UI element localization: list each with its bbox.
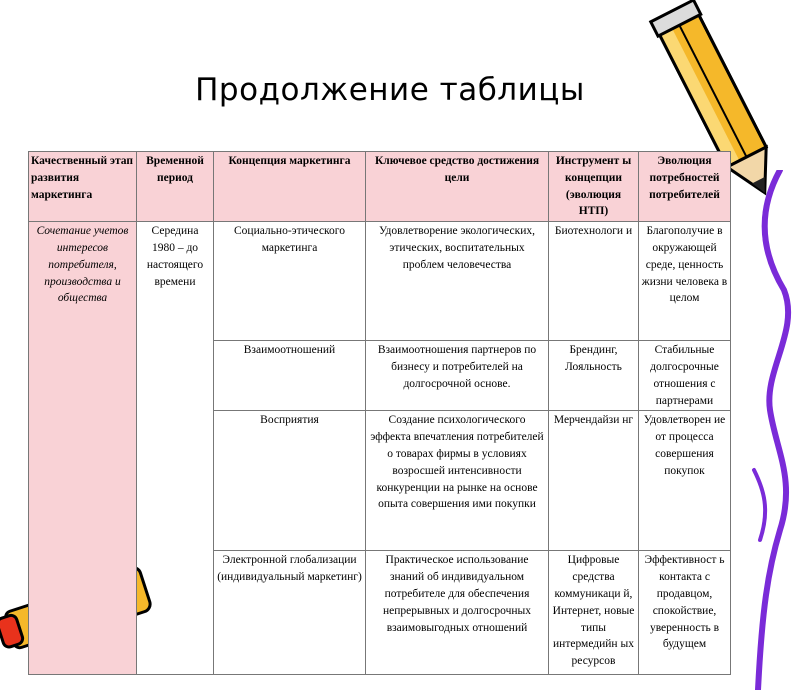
ribbon-icon bbox=[740, 170, 804, 690]
key-means-cell: Создание психологического эффекта впечатления потребителей о товарах фирмы в условиях возросшей интенсивности конкуренции на рынке на основе опыта совершения ими покупки bbox=[366, 411, 549, 551]
key-means-cell: Практическое использование знаний об индивидуальном потребителе для обеспечения непрерывных и долгосрочных взаимовыгодных отношений bbox=[366, 551, 549, 675]
tool-cell: Брендинг, Лояльность bbox=[549, 341, 639, 411]
slide-title: Продолжение таблицы bbox=[195, 72, 585, 108]
header-key-means: Ключевое средство достижения цели bbox=[366, 152, 549, 222]
concept-cell: Взаимоотношений bbox=[214, 341, 366, 411]
tool-cell: Цифровые средства коммуникаци й, Интернет, новые типы интермедийн ых ресурсов bbox=[549, 551, 639, 675]
header-stage: Качественный этап развития маркетинга bbox=[29, 152, 137, 222]
evolution-cell: Благополучие в окружающей среде, ценность жизни человека в целом bbox=[639, 222, 731, 341]
concept-cell: Восприятия bbox=[214, 411, 366, 551]
stage-cell: Сочетание учетов интересов потребителя, производства и общества bbox=[29, 222, 137, 675]
header-period: Временной период bbox=[137, 152, 214, 222]
table-header-row bbox=[29, 152, 731, 222]
key-means-cell: Удовлетворение экологических, этических, воспитательных проблем человечества bbox=[366, 222, 549, 341]
key-means-cell: Взаимоотношения партнеров по бизнесу и потребителей на долгосрочной основе. bbox=[366, 341, 549, 411]
header-concept: Концепция маркетинга bbox=[214, 152, 366, 222]
tool-cell: Мерчендайзи нг bbox=[549, 411, 639, 551]
period-cell: Середина 1980 – до настоящего времени bbox=[137, 222, 214, 675]
tool-cell: Биотехнологи и bbox=[549, 222, 639, 341]
header-evolution: Эволюция потребностей потребителей bbox=[639, 152, 731, 222]
table-row bbox=[29, 222, 731, 341]
concept-cell: Социально-этического маркетинга bbox=[214, 222, 366, 341]
evolution-cell: Стабильные долгосрочные отношения с партнерами bbox=[639, 341, 731, 411]
evolution-cell: Удовлетворен ие от процесса совершения покупок bbox=[639, 411, 731, 551]
evolution-cell: Эффективност ь контакта с продавцом, спокойствие, уверенность в будущем bbox=[639, 551, 731, 675]
header-tool: Инструмент ы концепции (эволюция НТП) bbox=[549, 152, 639, 222]
concept-cell: Электронной глобализации (индивидуальный маркетинг) bbox=[214, 551, 366, 675]
marketing-evolution-table bbox=[28, 151, 731, 675]
